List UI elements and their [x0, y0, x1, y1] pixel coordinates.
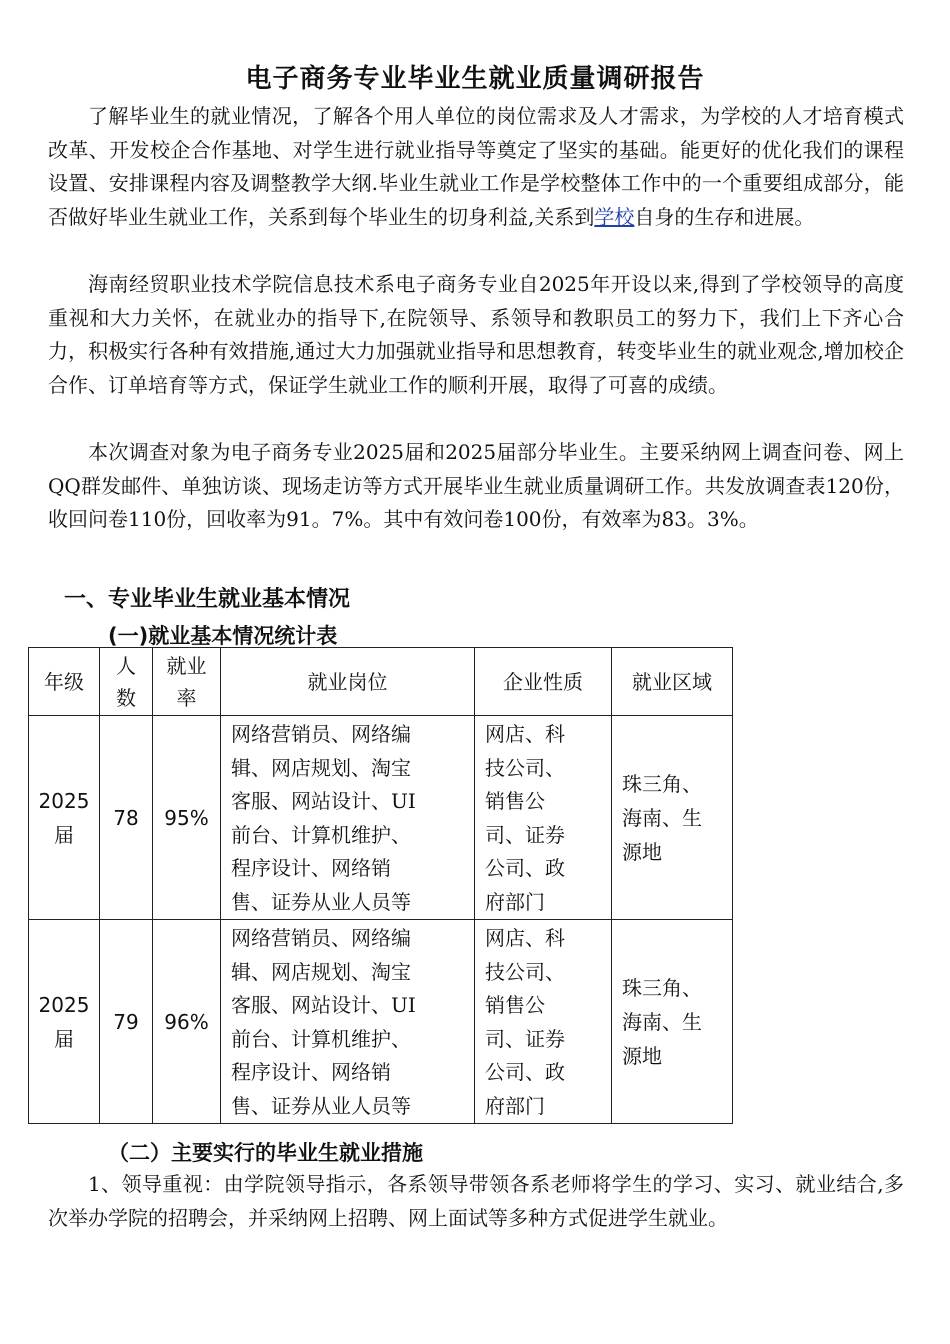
measure-paragraph-1: 1、领导重视：由学院领导指示，各系领导带领各系老师将学生的学习、实习、就业结合,多次举办学院的招聘会，并采纳网上招聘、网上面试等多种方式促进学生就业。 [48, 1172, 904, 1230]
header-count-line1: 人 [116, 653, 136, 678]
subsection-heading-statistics-table: (一)就业基本情况统计表 [108, 624, 338, 648]
cell-rate: 96% [153, 920, 221, 1124]
nature-line: 司、证券 [485, 822, 565, 847]
intro-paragraph-3: 本次调查对象为电子商务专业2025届和2025届部分毕业生。主要采纳网上调查问卷、网上QQ群发邮件、单独访谈、现场走访等方式开展毕业生就业质量调研工作。共发放调查表120份，收回问卷110份，回收率为91。7%。其中有效问卷100份，有效率为83。3%。 [48, 440, 904, 531]
subsection-heading-measures: （二）主要实行的毕业生就业措施 [108, 1141, 423, 1165]
region-line: 珠三角、 [622, 771, 702, 796]
posts-line: 售、证券从业人员等 [231, 889, 411, 914]
cell-region [612, 716, 733, 920]
intro-p1-text-before: 了解毕业生的就业情况，了解各个用人单位的岗位需求及人才需求，为学校的人才培育模式改革、开发校企合作基地、对学生进行就业指导等奠定了坚实的基础。能更好的优化我们的课程设置、安排课程内容及调整教学大纲.毕业生就业工作是学校整体工作中的一个重要组成部分，能否做好毕业生就业工作，关系到每个毕业生的切身利益,关系到 [48, 104, 904, 229]
header-nature: 企业性质 [475, 648, 612, 716]
posts-line: 网络营销员、网络编 [231, 926, 411, 950]
year-value: 2025 [38, 992, 90, 1017]
cell-rate: 95% [153, 716, 221, 920]
region-line: 海南、生 [622, 805, 702, 830]
posts-line: 前台、计算机维护、 [231, 1026, 411, 1051]
nature-line: 公司、政 [485, 1060, 565, 1084]
document-title: 电子商务专业毕业生就业质量调研报告 [245, 64, 705, 94]
school-link[interactable]: 学校 [594, 204, 635, 229]
region-line: 海南、生 [622, 1009, 702, 1034]
region-line: 珠三角、 [622, 975, 702, 1000]
header-rate-line2: 率 [176, 685, 197, 710]
cell-region [612, 920, 733, 1124]
year-value: 2025 [38, 788, 90, 813]
table-row [29, 920, 733, 1124]
header-rate [153, 648, 221, 716]
intro-p1-text-after: 自身的生存和进展。 [634, 204, 815, 229]
cell-year [29, 920, 100, 1124]
nature-line: 公司、政 [485, 856, 565, 880]
cell-nature [475, 920, 612, 1124]
posts-line: 程序设计、网络销 [231, 1060, 391, 1084]
region-line: 源地 [622, 1043, 662, 1068]
cell-nature [475, 716, 612, 920]
nature-line: 司、证券 [485, 1026, 565, 1051]
nature-line: 网店、科 [485, 722, 565, 746]
header-posts: 就业岗位 [221, 648, 475, 716]
employment-statistics-table [28, 647, 733, 1124]
posts-line: 网络营销员、网络编 [231, 722, 411, 746]
region-line: 源地 [622, 839, 662, 864]
posts-line: 客服、网站设计、UI [231, 789, 416, 813]
posts-line: 售、证券从业人员等 [231, 1093, 411, 1118]
posts-line: 辑、网店规划、淘宝 [231, 755, 411, 780]
nature-line: 销售公 [485, 993, 545, 1017]
cell-count: 78 [100, 716, 153, 920]
intro-paragraph-2: 海南经贸职业技术学院信息技术系电子商务专业自2025年开设以来,得到了学校领导的高度重视和大力关怀，在就业办的指导下,在院领导、系领导和教职员工的努力下，我们上下齐心合力，积极实行各种有效措施,通过大力加强就业指导和思想教育，转变毕业生的就业观念,增加校企合作、订单培育等方式，保证学生就业工作的顺利开展，取得了可喜的成绩。 [48, 272, 904, 397]
nature-line: 府部门 [485, 1093, 545, 1118]
nature-line: 技公司、 [485, 959, 565, 984]
cell-year [29, 716, 100, 920]
cell-count: 79 [100, 920, 153, 1124]
year-suffix: 届 [54, 1026, 74, 1051]
header-region: 就业区域 [612, 648, 733, 716]
table-header-row [29, 648, 733, 716]
cell-posts [221, 716, 475, 920]
header-year: 年级 [29, 648, 100, 716]
header-count-line2: 数 [116, 685, 136, 710]
nature-line: 府部门 [485, 889, 545, 914]
section-heading-basic-situation: 一、专业毕业生就业基本情况 [64, 587, 351, 612]
cell-posts [221, 920, 475, 1124]
nature-line: 销售公 [485, 789, 545, 813]
year-suffix: 届 [54, 822, 74, 847]
header-count [100, 648, 153, 716]
posts-line: 程序设计、网络销 [231, 856, 391, 880]
nature-line: 技公司、 [485, 755, 565, 780]
intro-paragraph-1 [48, 100, 904, 234]
posts-line: 客服、网站设计、UI [231, 993, 416, 1017]
header-rate-line1: 就业 [166, 653, 207, 678]
posts-line: 前台、计算机维护、 [231, 822, 411, 847]
table-row [29, 716, 733, 920]
posts-line: 辑、网店规划、淘宝 [231, 959, 411, 984]
nature-line: 网店、科 [485, 926, 565, 950]
